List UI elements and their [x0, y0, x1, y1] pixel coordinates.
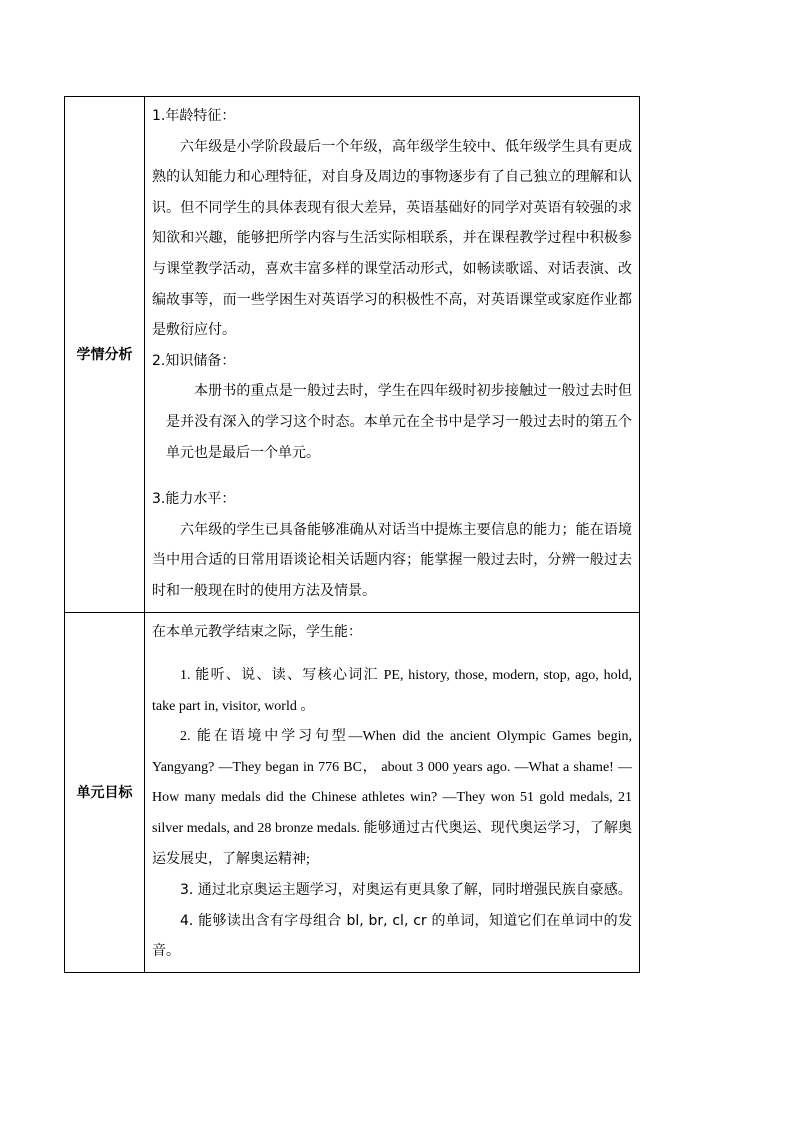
unit-goals-content	[145, 612, 640, 973]
ability-heading: 3.能力水平：	[152, 491, 236, 508]
row-label-student-analysis: 学情分析	[65, 97, 145, 613]
lesson-plan-table	[64, 96, 640, 973]
goal-item-1: 1. 能听、说、读、写核心词汇 PE, history, those, modern, stop, ago, hold, take part in, visitor, world 。	[152, 668, 632, 714]
knowledge-heading: 2.知识储备：	[152, 352, 236, 369]
goal-item-2: 2. 能在语境中学习句型—When did the ancient Olympic Games begin, Yangyang? —They began in 776 BC， about 3 000 years ago. —What a shame! —How many medals did the Chinese athletes win? —They won 51 gold medals, 21 silver medals, and 28 bronze medals. 能够通过古代奥运、现代奥运学习，了解奥运发展史，了解奥运精神;	[152, 729, 632, 867]
student-analysis-content	[145, 97, 640, 613]
knowledge-text: 本册书的重点是一般过去时，学生在四年级时初步接触过一般过去时但是并没有深入的学习这个时态。本单元在全书中是学习一般过去时的第五个单元也是最后一个单元。	[166, 383, 632, 461]
spacer	[152, 468, 632, 484]
row-label-unit-goals: 单元目标	[65, 612, 145, 973]
table-row-student-analysis	[65, 97, 640, 613]
goal-item-3: 3. 通过北京奥运主题学习，对奥运有更具象了解，同时增强民族自豪感。	[180, 882, 632, 899]
spacer	[152, 647, 632, 661]
goal-item-4: 4. 能够读出含有字母组合 bl, br, cl, cr 的单词，知道它们在单词中的发音。	[152, 912, 632, 960]
table-row-unit-goals	[65, 612, 640, 973]
age-text: 六年级是小学阶段最后一个年级，高年级学生较中、低年级学生具有更成熟的认知能力和心理特征，对自身及周边的事物逐步有了自己独立的理解和认识。但不同学生的具体表现有很大差异，英语基础好的同学对英语有较强的求知欲和兴趣，能够把所学内容与生活实际相联系，并在课程教学过程中积极参与课堂教学活动，喜欢丰富多样的课堂活动形式，如畅读歌谣、对话表演、改编故事等，而一些学困生对英语学习的积极性不高，对英语课堂或家庭作业都是敷衍应付。	[152, 138, 632, 339]
age-heading: 1.年龄特征：	[152, 108, 236, 124]
goals-intro: 在本单元教学结束之际，学生能：	[152, 623, 362, 640]
ability-text: 六年级的学生已具备能够准确从对话当中提炼主要信息的能力；能在语境当中用合适的日常用语谈论相关话题内容；能掌握一般过去时，分辨一般过去时和一般现在时的使用方法及情景。	[152, 521, 632, 599]
